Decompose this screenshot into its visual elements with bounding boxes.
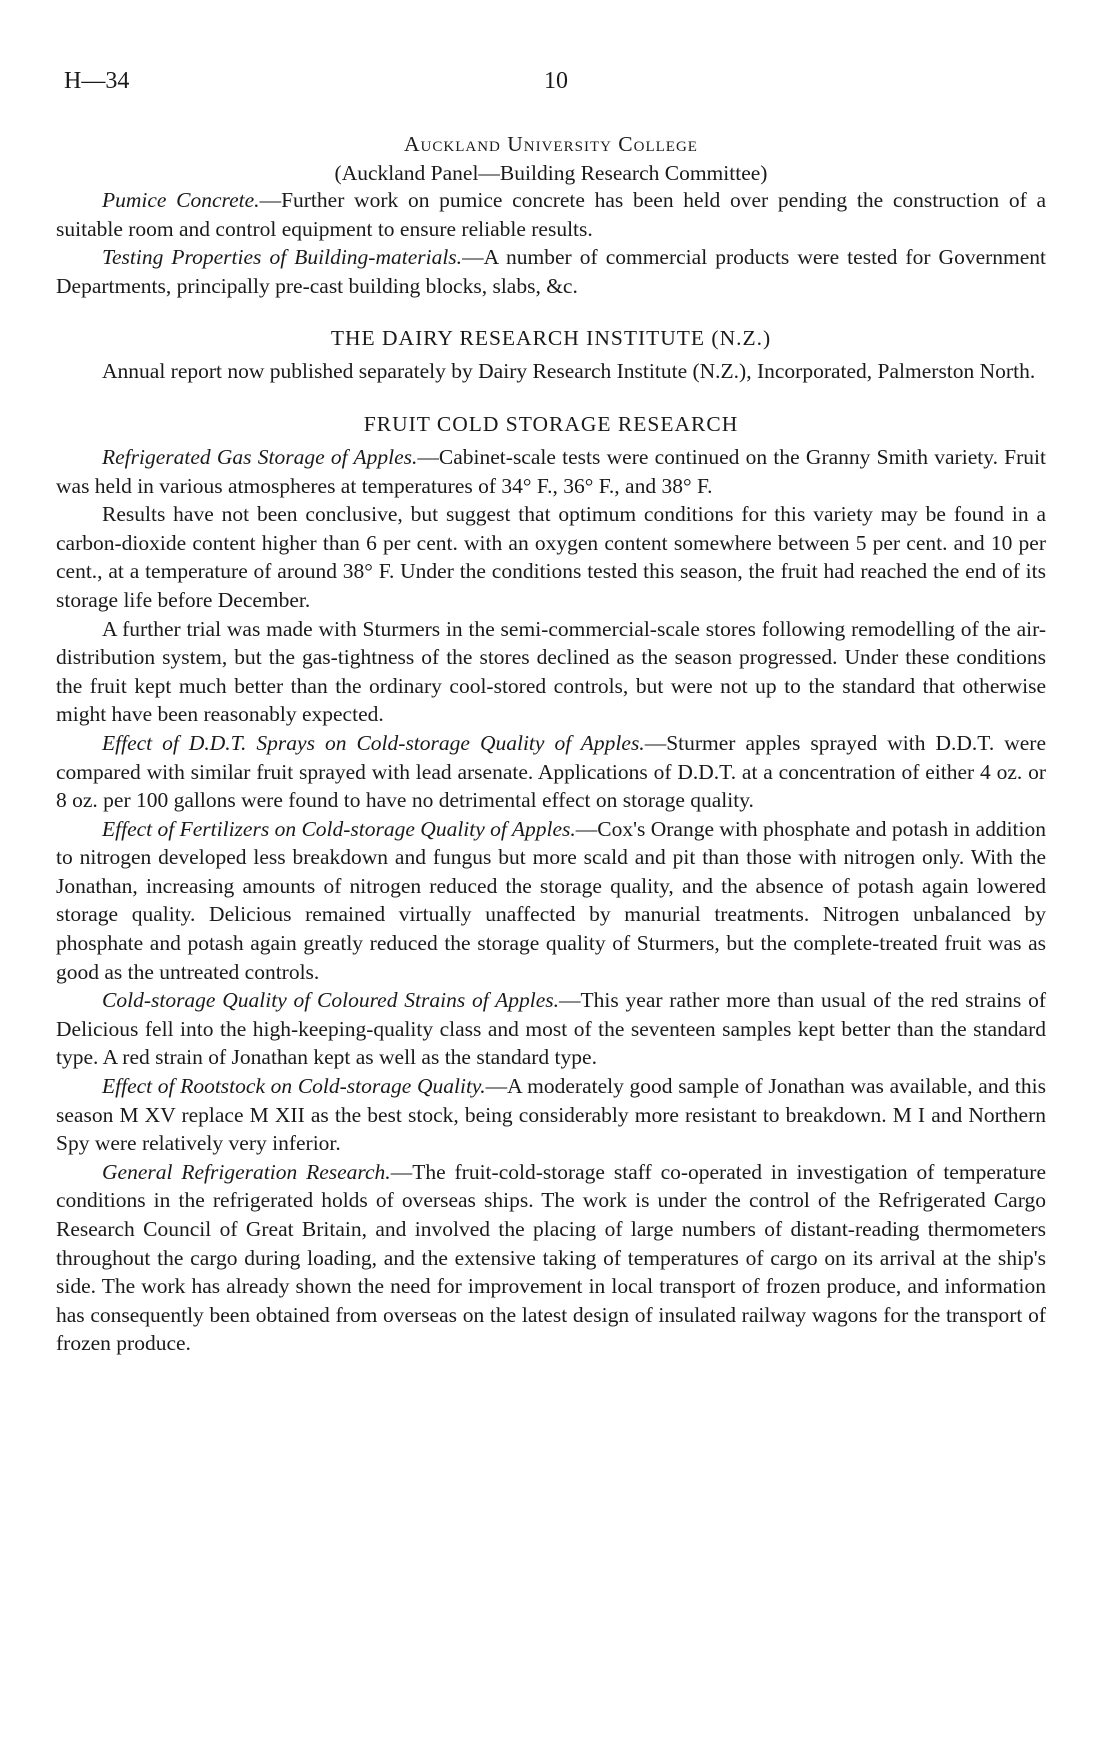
paragraph-text: —Cabinet-scale tests were continued on the Granny Smith variety. Fruit was held in various atmospheres at temperatures of 34° F., 36° F., and 38° F.: [56, 444, 1046, 498]
paragraph-heading: Pumice Concrete.: [102, 188, 260, 212]
document-page: [56, 64, 1046, 1358]
page-header: [56, 64, 1046, 104]
document-reference: H—34: [64, 68, 130, 94]
paragraph-text: —Sturmer apples sprayed with D.D.T. were compared with similar fruit sprayed with lead arsenate. Applications of D.D.T. at a concentration of either 4 oz. or 8 oz. per 100 gallons were found to have no detrimental effect on storage quality.: [56, 730, 1046, 813]
paragraph-text: —A number of commercial products were tested for Government Departments, principally pre-cast building blocks, slabs, &c.: [56, 245, 1047, 298]
paragraph-heading: Testing Properties of Building-materials.: [102, 245, 463, 270]
paragraph-results: [56, 500, 1046, 614]
paragraph-heading: Refrigerated Gas Storage of Apples.: [102, 444, 418, 469]
paragraph-further-trial: [56, 615, 1046, 729]
paragraph-text: —The fruit-cold-storage staff co-operated in investigation of temperature conditions in the refrigerated holds of overseas ships. The work is under the control of the Refrigerated Cargo Research Council of Great Britain, and involved the placing of large numbers of distant-reading thermometers throughout the cargo during loading, and the extensive taking of temperatures of cargo on its arrival at the ship's side. The work has already shown the need for improvement in local transport of frozen produce, and information has consequently been obtained from overseas on the latest design of insulated railway wagons for the transport of frozen produce.: [56, 1159, 1046, 1356]
paragraph-text: Results have not been conclusive, but suggest that optimum conditions for this variety may be found in a carbon-dioxide content higher than 6 per cent. with an oxygen content somewhere between 5 per cent. and 10 per cent., at a temperature of around 38° F. Under the conditions tested this season, the fruit had reached the end of its storage life before December.: [56, 502, 1046, 612]
paragraph-text: —Further work on pumice concrete has been held over pending the construction of a suitable room and control equipment to ensure reliable results.: [56, 188, 1046, 241]
paragraph-rootstock: [56, 1072, 1046, 1158]
section-title-fruit-cold-storage: FRUIT COLD STORAGE RESEARCH: [363, 411, 739, 436]
paragraph-heading: Effect of Rootstock on Cold-storage Quality.: [102, 1074, 486, 1099]
section-title-dairy: THE DAIRY RESEARCH INSTITUTE (N.Z.): [330, 326, 772, 351]
paragraph-heading: General Refrigeration Research.: [102, 1159, 391, 1184]
paragraph-dairy: [56, 357, 1046, 386]
paragraph-ddt-sprays: [56, 729, 1046, 815]
paragraph-text: Annual report now published separately by Dairy Research Institute (N.Z.), Incorporated, Palmerston North.: [102, 359, 1036, 384]
paragraph-pumice-concrete: [56, 186, 1046, 243]
paragraph-text: —Cox's Orange with phosphate and potash in addition to nitrogen developed less breakdown and fungus but more scald and pit than those with nitrogen only. With the Jonathan, increasing amounts of nitrogen reduced the storage quality, and the absence of potash again lowered storage quality. Delicious remained virtually unaffected by manurial treatments. Nitrogen unbalanced by phosphate and potash again greatly reduced the storage quality of Sturmers, but the complete-treated fruit was as good as the untreated controls.: [56, 816, 1047, 984]
paragraph-text: —This year rather more than usual of the red strains of Delicious fell into the high-keeping-quality class and most of the seventeen samples kept better than the standard type. A red strain of Jonathan kept as well as the standard type.: [56, 988, 1046, 1070]
paragraph-refrigerated-gas-storage: [56, 443, 1046, 500]
paragraph-coloured-strains: [56, 986, 1046, 1072]
section-subtitle-auckland: (Auckland Panel—Building Research Committee): [334, 161, 768, 185]
paragraph-fertilizers: [56, 815, 1046, 987]
paragraph-heading: Effect of Fertilizers on Cold-storage Quality of Apples.: [102, 816, 576, 841]
paragraph-text: A further trial was made with Sturmers in the semi-commercial-scale stores following remodelling of the air-distribution system, but the gas-tightness of the stores declined as the season progressed. Under these conditions the fruit kept much better than the ordinary cool-stored controls, but were not up to the standard that otherwise might have been reasonably expected.: [56, 616, 1046, 727]
paragraph-testing-properties: [56, 243, 1046, 300]
section-title-auckland: Auckland University College: [404, 132, 698, 156]
page-number: 10: [544, 68, 568, 94]
paragraph-heading: Effect of D.D.T. Sprays on Cold-storage Quality of Apples.: [102, 730, 645, 755]
paragraph-heading: Cold-storage Quality of Coloured Strains of Apples.: [102, 988, 560, 1013]
paragraph-text: —A moderately good sample of Jonathan was available, and this season M XV replace M XII as the best stock, being considerably more resistant to breakdown. M I and Northern Spy were relatively very inferior.: [56, 1074, 1046, 1156]
paragraph-general-refrigeration: [56, 1158, 1046, 1358]
